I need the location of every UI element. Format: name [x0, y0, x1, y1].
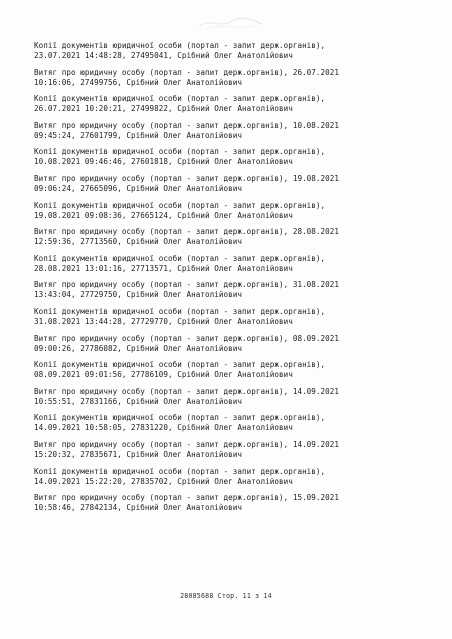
- entry-line-2: 10:55:51, 27831166, Срібний Олег Анатолійович: [34, 396, 242, 406]
- list-item: [34, 413, 429, 440]
- entry-line-1: Витяг про юридичну особу (портал - запит держ.органів), 14.09.2021: [34, 386, 340, 396]
- list-item: [34, 121, 429, 148]
- entry-line-2: 12:59:36, 27713560, Срібний Олег Анатолійович: [34, 237, 242, 247]
- list-item: [34, 41, 429, 68]
- entry-line-1: Копії документів юридичної особи (портал - запит держ.органів),: [34, 200, 326, 210]
- entry-line-2: 09:06:24, 27665096, Срібний Олег Анатолійович: [34, 183, 242, 193]
- entry-line-1: Витяг про юридичну особу (портал - запит держ.органів), 31.08.2021: [34, 280, 340, 290]
- list-item: [34, 334, 429, 361]
- entry-line-1: Витяг про юридичну особу (портал - запит держ.органів), 14.09.2021: [34, 439, 340, 449]
- list-item: [34, 467, 429, 494]
- entry-line-1: Копії документів юридичної особи (портал - запит держ.органів),: [34, 360, 326, 370]
- entry-line-2: 13:43:04, 27729750, Срібний Олег Анатолійович: [34, 290, 242, 300]
- entry-line-2: 14.09.2021 15:22:20, 27835702, Срібний Олег Анатолійович: [34, 476, 293, 486]
- entry-line-2: 26.07.2021 10:20:21, 27499822, Срібний Олег Анатолійович: [34, 104, 293, 114]
- entry-line-1: Копії документів юридичної особи (портал - запит держ.органів),: [34, 306, 326, 316]
- list-item: [34, 227, 429, 254]
- list-item: [34, 280, 429, 307]
- entry-line-1: Копії документів юридичної особи (портал - запит держ.органів),: [34, 41, 326, 50]
- entry-line-2: 19.08.2021 09:08:36, 27665124, Срібний Олег Анатолійович: [34, 210, 293, 220]
- entry-line-2: 10:16:06, 27499756, Срібний Олег Анатолійович: [34, 77, 242, 87]
- entry-line-1: Копії документів юридичної особи (портал - запит держ.органів),: [34, 413, 326, 423]
- list-item: [34, 174, 429, 201]
- entry-line-2: 10:58:46, 27842134, Срібний Олег Анатолійович: [34, 503, 242, 513]
- entry-line-2: 14.09.2021 10:58:05, 27831220, Срібний Олег Анатолійович: [34, 423, 293, 433]
- list-item: [34, 440, 429, 467]
- entry-line-1: Копії документів юридичної особи (портал - запит держ.органів),: [34, 94, 326, 104]
- entry-line-1: Копії документів юридичної особи (портал - запит держ.органів),: [34, 466, 326, 476]
- entry-line-1: Копії документів юридичної особи (портал - запит держ.органів),: [34, 253, 326, 263]
- entry-line-2: 10.08.2021 09:46:46, 27601818, Срібний Олег Анатолійович: [34, 157, 293, 167]
- list-item: [34, 201, 429, 228]
- entry-line-1: Витяг про юридичну особу (портал - запит держ.органів), 19.08.2021: [34, 173, 340, 183]
- list-item: [34, 254, 429, 281]
- faint-stamp-mark: [196, 14, 266, 32]
- entry-line-2: 31.08.2021 13:44:28, 27729770, Срібний Олег Анатолійович: [34, 316, 293, 326]
- entry-line-2: 23.07.2021 14:48:28, 27495041, Срібний Олег Анатолійович: [34, 51, 293, 60]
- entry-line-1: Витяг про юридичну особу (портал - запит держ.органів), 08.09.2021: [34, 333, 340, 343]
- entry-line-2: 09:00:26, 27786082, Срібний Олег Анатолійович: [34, 343, 242, 353]
- entry-line-1: Витяг про юридичну особу (портал - запит держ.органів), 28.08.2021: [34, 227, 340, 237]
- entry-line-1: Копії документів юридичної особи (портал - запит держ.органів),: [34, 147, 326, 157]
- entry-line-1: Витяг про юридичну особу (портал - запит держ.органів), 10.08.2021: [34, 120, 340, 130]
- entry-line-1: Витяг про юридичну особу (портал - запит держ.органів), 15.09.2021: [34, 493, 340, 503]
- list-item: [34, 94, 429, 121]
- list-item: [34, 360, 429, 387]
- list-item: [34, 493, 429, 520]
- list-item: [34, 147, 429, 174]
- entry-line-2: 28.08.2021 13:01:16, 27713571, Срібний Олег Анатолійович: [34, 263, 293, 273]
- list-item: [34, 307, 429, 334]
- entry-line-1: Витяг про юридичну особу (портал - запит держ.органів), 26.07.2021: [34, 67, 340, 77]
- entry-line-2: 08.09.2021 09:01:56, 27786109, Срібний Олег Анатолійович: [34, 370, 293, 380]
- list-item: [34, 387, 429, 414]
- entry-line-2: 15:20:32, 27835671, Срібний Олег Анатолійович: [34, 449, 242, 459]
- entry-line-2: 09:45:24, 27601799, Срібний Олег Анатолійович: [34, 130, 242, 140]
- register-entries-list: [34, 41, 429, 520]
- page-footer: 28085688 Стор. 11 з 14: [180, 592, 272, 600]
- list-item: [34, 68, 429, 95]
